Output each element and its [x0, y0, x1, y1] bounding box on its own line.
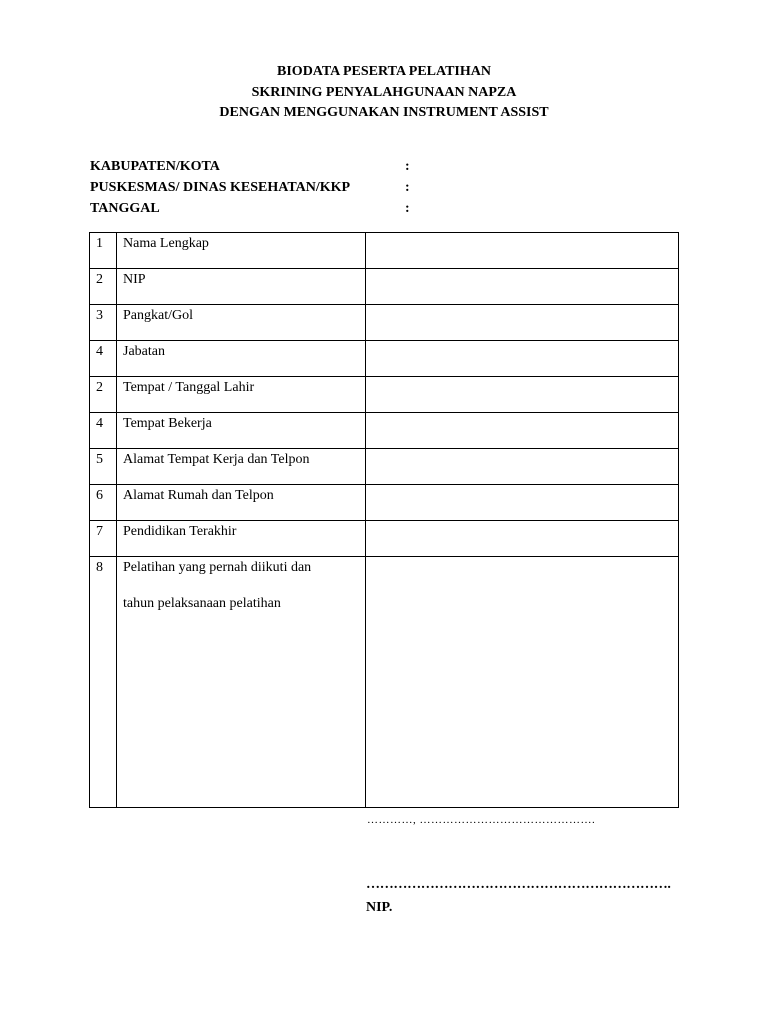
- tanggal-colon: :: [405, 201, 410, 216]
- table-row: [90, 269, 679, 305]
- alamat-rumah-field[interactable]: [366, 485, 679, 521]
- document-title-line-2: SKRINING PENYALAHGUNAAN NAPZA: [251, 85, 517, 100]
- row-label: Tempat / Tanggal Lahir: [117, 377, 366, 413]
- table-row: [90, 449, 679, 485]
- document-title-line-3: DENGAN MENGGUNAKAN INSTRUMENT ASSIST: [219, 105, 549, 120]
- place-date-line: …………, ……………………………………….: [367, 814, 596, 826]
- row-number: 5: [90, 449, 117, 485]
- tanggal-label: TANGGAL: [90, 201, 160, 216]
- row-number: 1: [90, 233, 117, 269]
- row-label: Alamat Rumah dan Telpon: [117, 485, 366, 521]
- signature-line: ………………………………………………………….: [366, 877, 671, 892]
- row-label-multiline: [117, 557, 366, 808]
- row-label: Alamat Tempat Kerja dan Telpon: [117, 449, 366, 485]
- row-number: 7: [90, 521, 117, 557]
- pelatihan-field[interactable]: [366, 557, 679, 808]
- table-row: [90, 413, 679, 449]
- biodata-table: [89, 232, 679, 808]
- row-label: Jabatan: [117, 341, 366, 377]
- nip-field[interactable]: [366, 269, 679, 305]
- nama-lengkap-field[interactable]: [366, 233, 679, 269]
- row-number: 2: [90, 269, 117, 305]
- row-number: 3: [90, 305, 117, 341]
- alamat-tempat-kerja-field[interactable]: [366, 449, 679, 485]
- row-label: Pangkat/Gol: [117, 305, 366, 341]
- table-row: [90, 521, 679, 557]
- row-number: 2: [90, 377, 117, 413]
- table-row: [90, 341, 679, 377]
- table-row: [90, 377, 679, 413]
- table-row: [90, 305, 679, 341]
- row-label: Nama Lengkap: [117, 233, 366, 269]
- table-row: [90, 233, 679, 269]
- puskesmas-label: PUSKESMAS/ DINAS KESEHATAN/KKP: [90, 180, 351, 195]
- tempat-tanggal-lahir-field[interactable]: [366, 377, 679, 413]
- row-label-line-2: tahun pelaksanaan pelatihan: [123, 596, 281, 611]
- row-label: Pendidikan Terakhir: [117, 521, 366, 557]
- document-title-line-1: BIODATA PESERTA PELATIHAN: [277, 64, 491, 79]
- row-label: Tempat Bekerja: [117, 413, 366, 449]
- row-number: 8: [90, 557, 117, 808]
- row-number: 4: [90, 413, 117, 449]
- puskesmas-colon: :: [405, 180, 410, 195]
- table-row: [90, 485, 679, 521]
- pendidikan-terakhir-field[interactable]: [366, 521, 679, 557]
- pangkat-gol-field[interactable]: [366, 305, 679, 341]
- tempat-bekerja-field[interactable]: [366, 413, 679, 449]
- jabatan-field[interactable]: [366, 341, 679, 377]
- row-number: 6: [90, 485, 117, 521]
- row-number: 4: [90, 341, 117, 377]
- row-label-line-1: Pelatihan yang pernah diikuti dan: [123, 560, 312, 575]
- row-label: NIP: [117, 269, 366, 305]
- table-row: [90, 557, 679, 808]
- kabupaten-kota-colon: :: [405, 159, 410, 174]
- kabupaten-kota-label: KABUPATEN/KOTA: [90, 159, 220, 174]
- signature-nip-label: NIP.: [366, 900, 393, 915]
